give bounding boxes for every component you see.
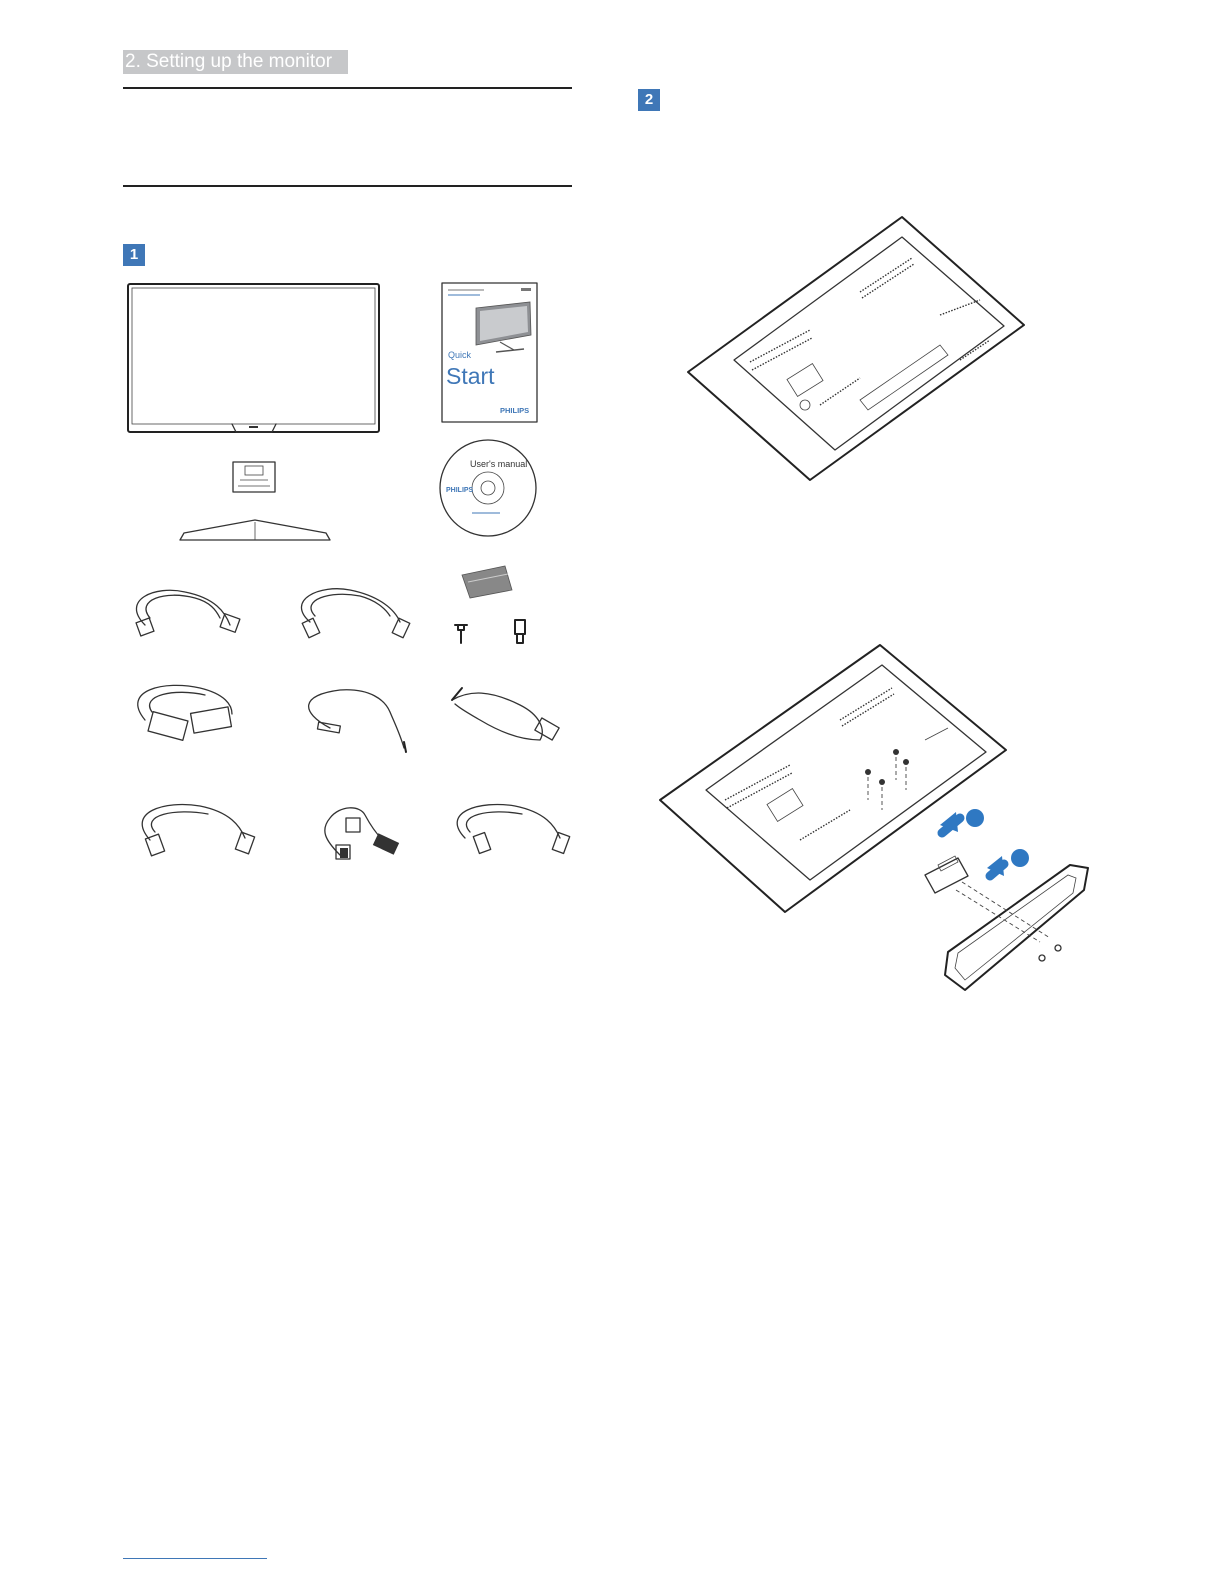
- audio-cable-icon: [309, 690, 406, 752]
- vga-cable-icon: [138, 685, 232, 740]
- screws-icon: [455, 566, 525, 643]
- mhl-cable-icon: [325, 808, 399, 859]
- hdmi-cable-icon: [301, 589, 409, 638]
- step-badge-1: 1: [123, 244, 145, 266]
- qsg-quick-label: Quick: [448, 350, 472, 360]
- footer-rule: [123, 1558, 267, 1559]
- power-cable-icon: [136, 590, 240, 636]
- step-badge-2: 2: [638, 89, 660, 111]
- displayport-cable-icon: [142, 804, 254, 855]
- qsg-start-label: Start: [446, 363, 495, 389]
- disc-brand-label: PHILIPS: [446, 487, 474, 494]
- qsg-brand-label: PHILIPS: [500, 406, 530, 415]
- monitor-back-icon: [688, 217, 1024, 480]
- cd-disc-icon: [440, 440, 536, 536]
- dvi-cable-icon: [452, 688, 559, 740]
- monitor-front-icon: [128, 284, 379, 432]
- chapter-title: 2. Setting up the monitor: [123, 50, 348, 74]
- quick-start-guide-icon: [442, 283, 537, 422]
- stand-icon: [180, 462, 330, 540]
- usb-cable-icon: [457, 804, 570, 853]
- stand-assembly-icon: [660, 645, 1088, 990]
- disc-label: User's manual: [470, 459, 528, 469]
